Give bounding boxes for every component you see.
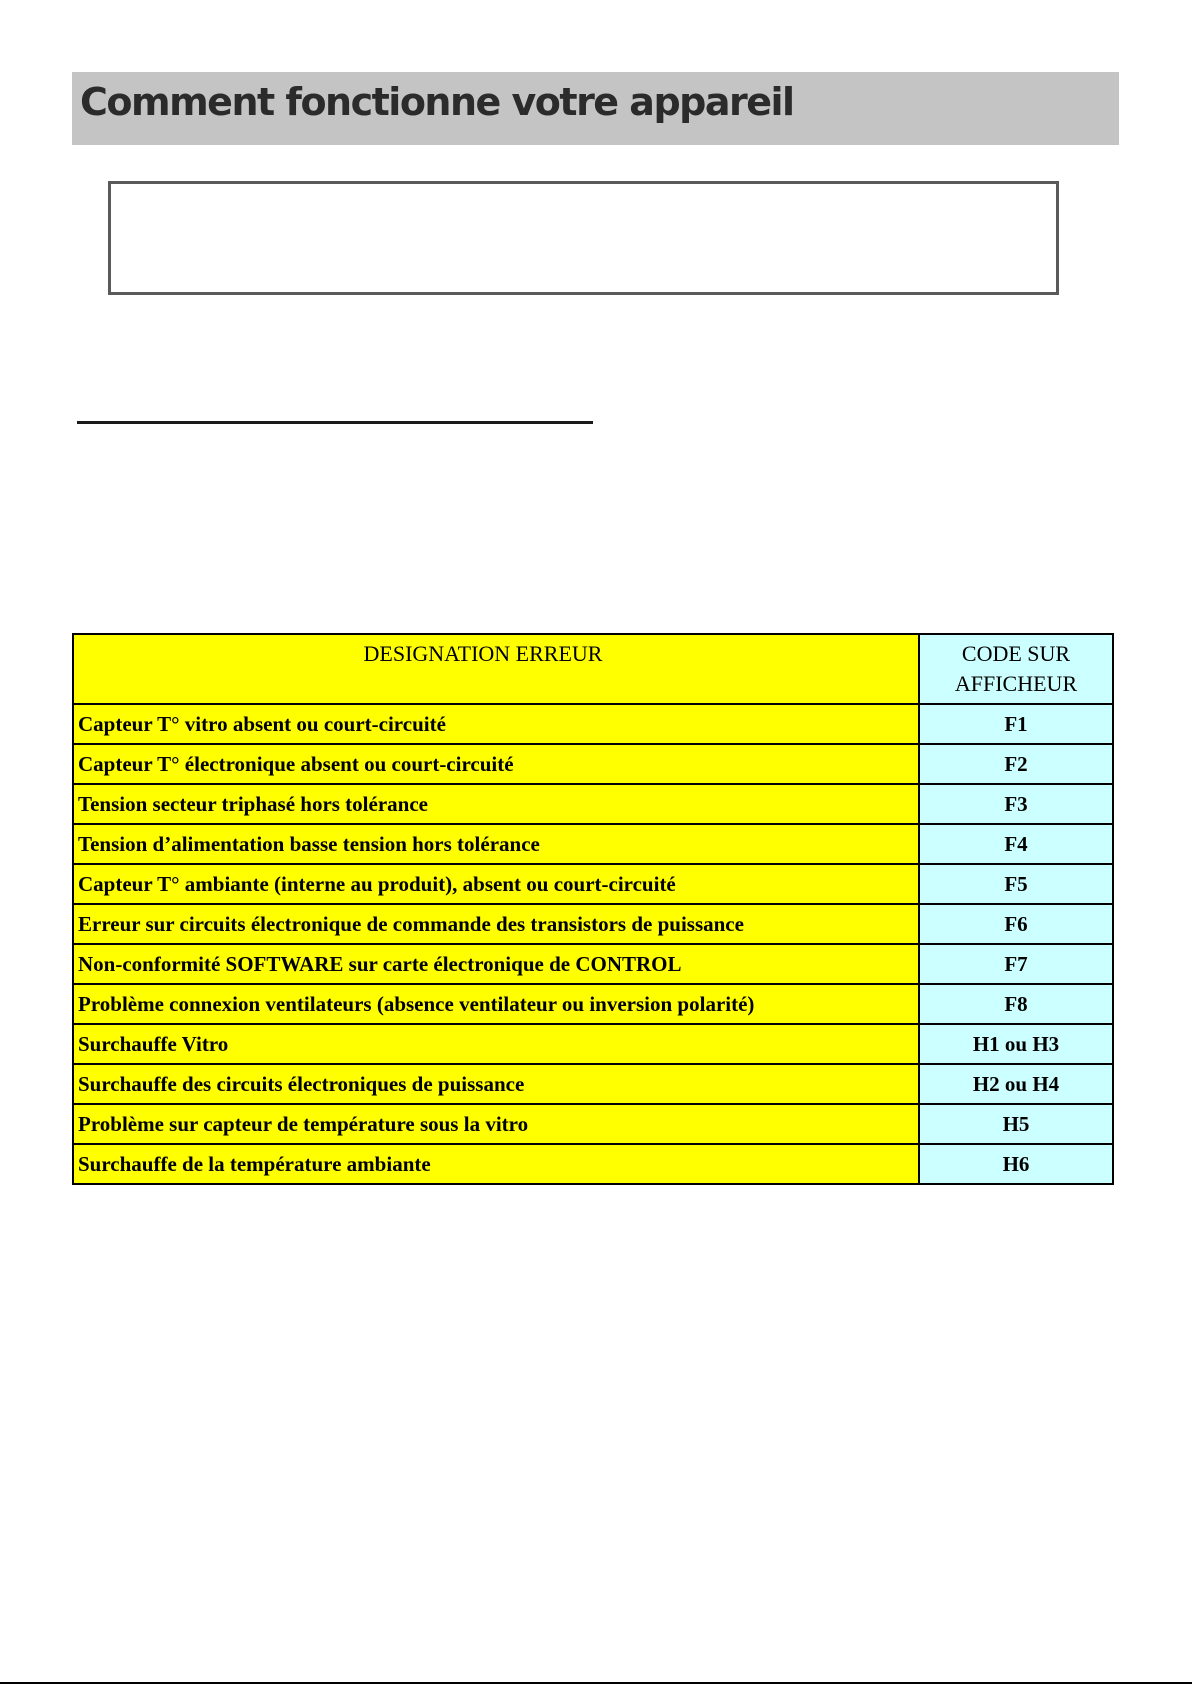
error-designation: Capteur T° vitro absent ou court-circuité bbox=[73, 704, 919, 744]
table-row bbox=[73, 1064, 1113, 1104]
error-designation: Capteur T° ambiante (interne au produit), absent ou court-circuité bbox=[73, 864, 919, 904]
error-code: H5 bbox=[919, 1104, 1113, 1144]
table-row bbox=[73, 864, 1113, 904]
column-header-code bbox=[919, 634, 1113, 704]
error-code: F8 bbox=[919, 984, 1113, 1024]
column-header-code-line-2: AFFICHEUR bbox=[954, 671, 1078, 696]
table-row bbox=[73, 1024, 1113, 1064]
table-header-row bbox=[73, 634, 1113, 704]
note-box bbox=[108, 181, 1059, 295]
table-row bbox=[73, 784, 1113, 824]
error-designation: Problème connexion ventilateurs (absence ventilateur ou inversion polarité) bbox=[73, 984, 919, 1024]
error-code: F2 bbox=[919, 744, 1113, 784]
error-designation: Surchauffe des circuits électroniques de puissance bbox=[73, 1064, 919, 1104]
error-designation: Erreur sur circuits électronique de commande des transistors de puissance bbox=[73, 904, 919, 944]
error-code: F3 bbox=[919, 784, 1113, 824]
error-designation: Problème sur capteur de température sous la vitro bbox=[73, 1104, 919, 1144]
section-title-bar bbox=[72, 72, 1119, 145]
error-code: F6 bbox=[919, 904, 1113, 944]
table-row bbox=[73, 744, 1113, 784]
table-row bbox=[73, 904, 1113, 944]
error-code-table bbox=[72, 633, 1114, 1185]
error-code: H2 ou H4 bbox=[919, 1064, 1113, 1104]
column-header-designation: DESIGNATION ERREUR bbox=[73, 634, 919, 704]
error-code: F4 bbox=[919, 824, 1113, 864]
heading-underline bbox=[77, 421, 593, 424]
table-row bbox=[73, 704, 1113, 744]
error-code: H6 bbox=[919, 1144, 1113, 1184]
error-code: F5 bbox=[919, 864, 1113, 904]
error-designation: Capteur T° électronique absent ou court-circuité bbox=[73, 744, 919, 784]
table-row bbox=[73, 984, 1113, 1024]
error-designation: Surchauffe de la température ambiante bbox=[73, 1144, 919, 1184]
error-designation: Surchauffe Vitro bbox=[73, 1024, 919, 1064]
column-header-code-line-1: CODE SUR bbox=[961, 641, 1071, 666]
table-row bbox=[73, 944, 1113, 984]
error-code: H1 ou H3 bbox=[919, 1024, 1113, 1064]
error-designation: Tension secteur triphasé hors tolérance bbox=[73, 784, 919, 824]
page-bottom-rule bbox=[0, 1682, 1192, 1684]
error-designation: Tension d’alimentation basse tension hors tolérance bbox=[73, 824, 919, 864]
table-row bbox=[73, 824, 1113, 864]
error-code: F7 bbox=[919, 944, 1113, 984]
table-row bbox=[73, 1144, 1113, 1184]
error-designation: Non-conformité SOFTWARE sur carte électronique de CONTROL bbox=[73, 944, 919, 984]
page-title: Comment fonctionne votre appareil bbox=[80, 80, 794, 124]
error-code: F1 bbox=[919, 704, 1113, 744]
table-row bbox=[73, 1104, 1113, 1144]
